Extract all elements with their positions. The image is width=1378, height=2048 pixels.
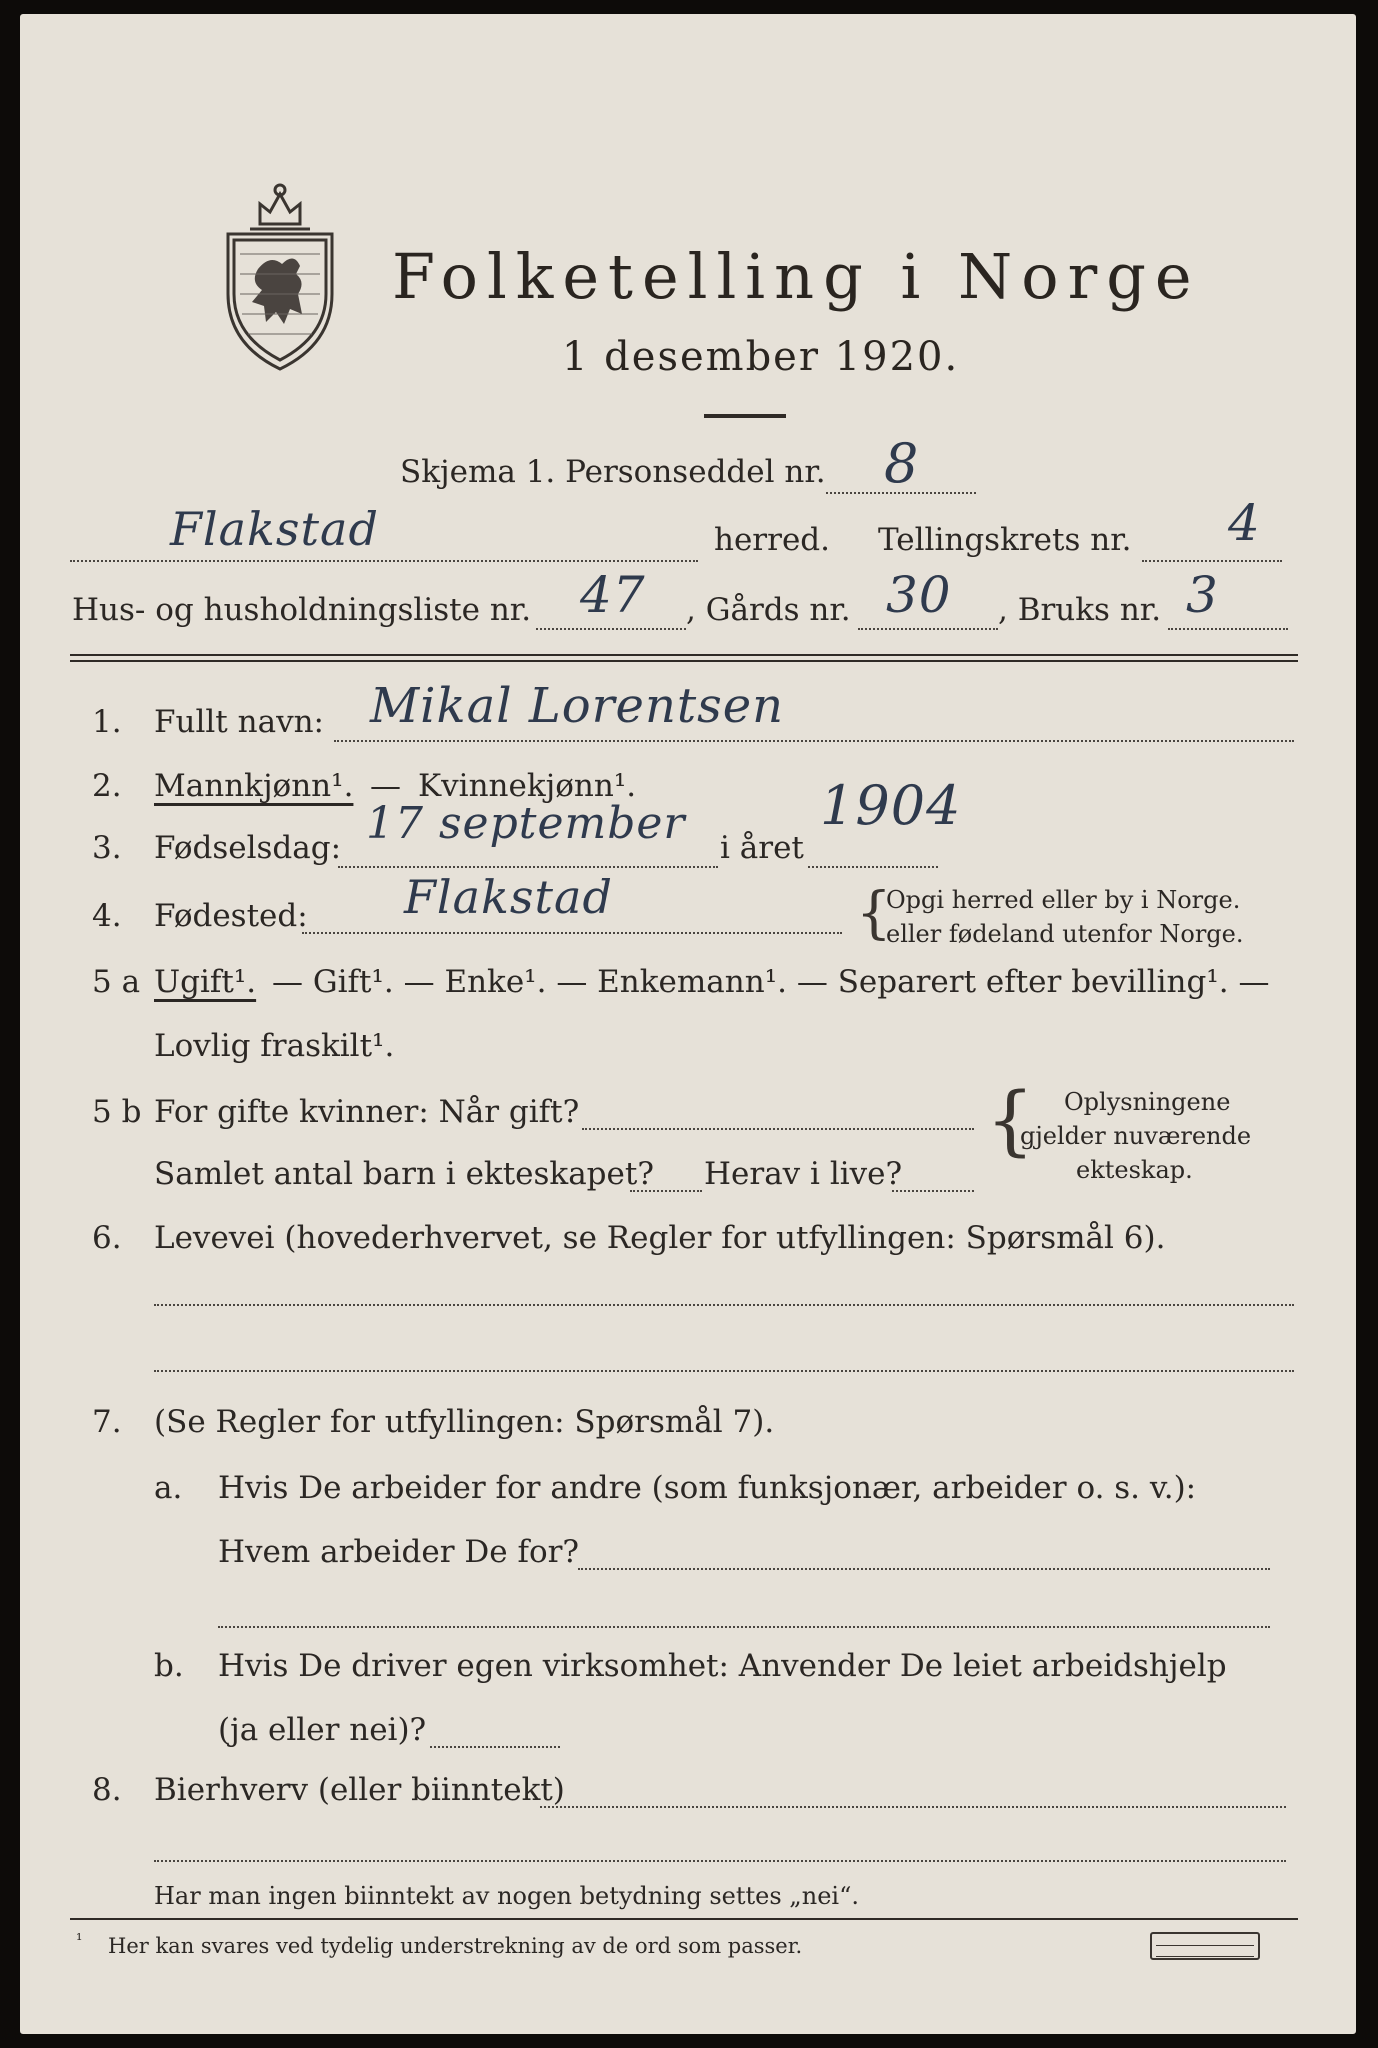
footnote-text: Her kan svares ved tydelig understrekning av de ord som passer. (108, 1934, 803, 1958)
q2-number: 2. (92, 768, 122, 804)
q5b-when-dots (582, 1128, 974, 1130)
header-rule-1 (70, 654, 1298, 656)
q2-female-option[interactable]: Kvinnekjønn¹. (418, 768, 637, 804)
q3-dots (338, 866, 718, 868)
q2-separator: — (370, 768, 401, 804)
bruks-value[interactable]: 3 (1186, 566, 1219, 624)
q4-dots (302, 932, 842, 934)
q4-note-1: Opgi herred eller by i Norge. (886, 886, 1241, 914)
q3-label: Fødselsdag: (154, 830, 342, 866)
census-form-sheet (20, 14, 1356, 2034)
herred-dots (70, 560, 698, 562)
hus-dots (536, 628, 686, 630)
q7a-number: a. (154, 1470, 183, 1506)
gards-dots (858, 628, 998, 630)
q4-note-2: eller fødeland utenfor Norge. (886, 920, 1244, 948)
skjema-value[interactable]: 8 (884, 432, 920, 495)
footnote-mark: ¹ (76, 1930, 83, 1949)
q5b-line-1: For gifte kvinner: Når gift? (154, 1094, 580, 1130)
q5b-children-dots (630, 1190, 702, 1192)
q5b-note-3: ekteskap. (1076, 1156, 1193, 1184)
q5b-brace: { (986, 1075, 1035, 1164)
herred-label: herred. (714, 522, 830, 558)
q6-number: 6. (92, 1220, 122, 1256)
q5a-line-2[interactable]: Lovlig fraskilt¹. (154, 1028, 395, 1064)
q8-label: Bierhverv (eller biinntekt) (154, 1772, 565, 1808)
coat-of-arms-icon (220, 174, 340, 374)
q4-brace: { (856, 881, 892, 946)
tellingskrets-label: Tellingskrets nr. (878, 522, 1132, 558)
q5a-other-options[interactable]: — Gift¹. — Enke¹. — Enkemann¹. — Separert efter bevilling¹. — (272, 964, 1270, 1000)
q5b-line-2a: Samlet antal barn i ekteskapet? (154, 1156, 654, 1192)
header-rule-2 (70, 660, 1298, 662)
q7a-employer-dots-2[interactable] (218, 1626, 1270, 1628)
tellingskrets-value[interactable]: 4 (1228, 494, 1261, 552)
q6-dots-2[interactable] (154, 1370, 1294, 1372)
gards-label: , Gårds nr. (686, 592, 851, 628)
form-title: Folketelling i Norge (392, 240, 1201, 313)
q7b-line-2: (ja eller nei)? (218, 1712, 427, 1748)
q5b-note-1: Oplysningene (1064, 1088, 1231, 1116)
q5a-number: 5 a (92, 964, 141, 1000)
title-divider (704, 414, 786, 418)
biinntekt-note: Har man ingen biinntekt av nogen betydning settes „nei“. (154, 1882, 859, 1910)
form-date: 1 desember 1920. (562, 334, 960, 380)
q5b-number: 5 b (92, 1094, 142, 1130)
q4-value[interactable]: Flakstad (404, 870, 613, 924)
q3-value[interactable]: 17 september (366, 798, 686, 849)
q6-label: Levevei (hovederhvervet, se Regler for utfyllingen: Spørsmål 6). (154, 1220, 1166, 1256)
bruks-label: , Bruks nr. (998, 592, 1162, 628)
q6-dots-1[interactable] (154, 1304, 1294, 1306)
q1-dots (334, 740, 1294, 742)
q7-label: (Se Regler for utfyllingen: Spørsmål 7). (154, 1404, 775, 1440)
q3-number: 3. (92, 830, 122, 866)
q8-dots-2[interactable] (154, 1860, 1286, 1862)
q5b-line-2b: Herav i live? (704, 1156, 903, 1192)
q2-male-option[interactable]: Mannkjønn¹. (154, 768, 354, 804)
q8-number: 8. (92, 1772, 122, 1808)
q7a-line-2: Hvem arbeider De for? (218, 1534, 580, 1570)
q5a-ugift-option[interactable]: Ugift¹. (154, 964, 257, 1000)
q7b-number: b. (154, 1648, 184, 1684)
hus-value[interactable]: 47 (580, 566, 646, 624)
q7b-line-1: Hvis De driver egen virksomhet: Anvender De leiet arbeidshjelp (218, 1648, 1227, 1684)
q4-number: 4. (92, 898, 122, 934)
bruks-dots (1168, 628, 1288, 630)
q8-dots[interactable] (540, 1806, 1286, 1808)
q3-year-value[interactable]: 1904 (820, 774, 962, 837)
q7b-dots[interactable] (430, 1746, 560, 1748)
herred-value[interactable]: Flakstad (170, 502, 379, 556)
q7-number: 7. (92, 1404, 122, 1440)
q5b-alive-dots (892, 1190, 974, 1192)
printer-stamp (1150, 1932, 1260, 1960)
q7a-employer-dots[interactable] (578, 1568, 1270, 1570)
footer-rule (70, 1918, 1298, 1920)
q1-value[interactable]: Mikal Lorentsen (370, 678, 785, 734)
gards-value[interactable]: 30 (886, 566, 952, 624)
skjema-label: Skjema 1. Personseddel nr. (400, 454, 826, 490)
q1-label: Fullt navn: (154, 704, 324, 740)
q7a-line-1: Hvis De arbeider for andre (som funksjonær, arbeider o. s. v.): (218, 1470, 1197, 1506)
q3-year-dots (808, 866, 938, 868)
q4-label: Fødested: (154, 898, 308, 934)
q1-number: 1. (92, 704, 122, 740)
hus-label: Hus- og husholdningsliste nr. (72, 592, 532, 628)
q3-year-label: i året (720, 830, 804, 866)
q5b-note-2: gjelder nuværende (1020, 1122, 1252, 1150)
tellingskrets-dots (1142, 560, 1282, 562)
